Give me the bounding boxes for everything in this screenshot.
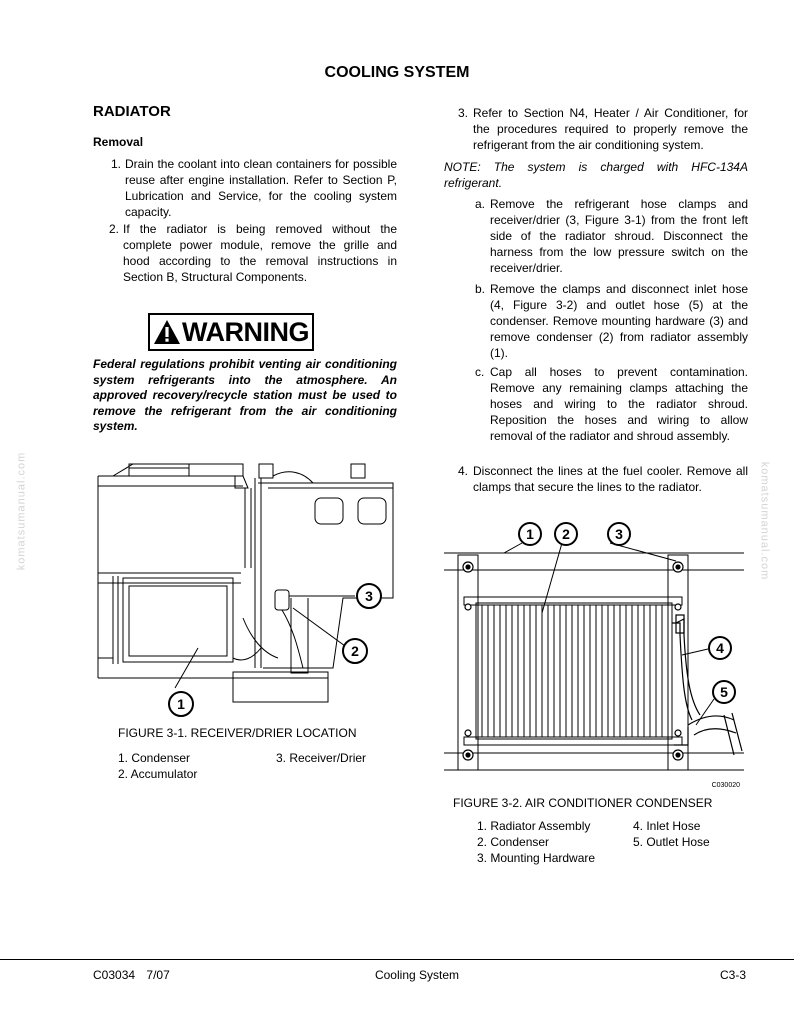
substep-a — [475, 196, 748, 276]
step-number: 2. — [109, 222, 120, 236]
step-text: Disconnect the lines at the fuel cooler. Remove all clamps that secure the lines to the radiator. — [473, 464, 748, 494]
figure-code: C030020 — [711, 782, 740, 789]
legend-item: 4. Inlet Hose — [633, 819, 701, 833]
callout-4: 4 — [716, 640, 724, 656]
step-number: 3. — [458, 106, 469, 120]
doc-date: 7/07 — [146, 968, 170, 982]
step-4 — [458, 463, 748, 495]
page-title: COOLING SYSTEM — [324, 64, 470, 81]
legend-item: 3. Mounting Hardware — [477, 851, 596, 865]
section-title: RADIATOR — [93, 103, 171, 120]
footer-rule — [0, 959, 794, 960]
watermark-left: komatsumanual.com — [15, 451, 28, 571]
step-text: If the radiator is being removed without the complete power module, remove the grille and hood according to the removal instructions in Section B, Structural Components. — [123, 222, 397, 284]
warning-label: WARNING — [182, 316, 309, 347]
figure1-legend-col1 — [118, 750, 197, 782]
warning-box — [148, 313, 314, 351]
callout-2: 2 — [562, 526, 570, 542]
footer-center: Cooling System — [374, 968, 460, 982]
warning-text: Federal regulations prohibit venting air conditioning system refrigerants into the atmosphere. An approved recovery/recycle station must be used to remove the refrigerant from the air conditioning system. — [93, 357, 397, 433]
legend-item: 2. Accumulator — [118, 767, 198, 781]
callout-2: 2 — [351, 643, 359, 659]
page-number: C3-3 — [719, 968, 746, 982]
figure2-legend-col2 — [633, 818, 710, 850]
callout-1: 1 — [526, 526, 534, 542]
step-2 — [109, 221, 397, 285]
figure1-legend-col2 — [276, 750, 366, 766]
callout-3: 3 — [615, 526, 623, 542]
substep-text: Remove the refrigerant hose clamps and receiver/drier (3, Figure 3-1) from the front left side of the radiator shroud. Disconnect the harness from the low pressure switch on the receiver/drier. — [490, 197, 748, 275]
legend-item: 3. Receiver/Drier — [276, 751, 367, 765]
doc-code: C03034 — [93, 968, 136, 982]
substep-letter: a. — [475, 197, 486, 211]
step-1 — [111, 156, 397, 220]
figure2-caption: FIGURE 3-2. AIR CONDITIONER CONDENSER — [453, 796, 713, 810]
step-number: 1. — [111, 157, 122, 171]
callout-5: 5 — [720, 684, 728, 700]
callout-1: 1 — [177, 696, 185, 712]
step-text: Drain the coolant into clean containers for possible reuse after engine installation. Refer to Section P, Lubrication and Service, for the cooling system capacity. — [125, 157, 397, 219]
callout-3: 3 — [365, 588, 373, 604]
legend-item: 1. Condenser — [118, 751, 191, 765]
figure1-caption: FIGURE 3-1. RECEIVER/DRIER LOCATION — [118, 726, 357, 740]
legend-item: 2. Condenser — [477, 835, 550, 849]
figure2-legend-col1 — [477, 818, 595, 866]
substep-c — [475, 364, 748, 444]
figure-condenser-illustration — [444, 515, 750, 795]
legend-item: 1. Radiator Assembly — [477, 819, 591, 833]
step-text: Refer to Section N4, Heater / Air Conditioner, for the procedures required to properly remove the refrigerant from the air conditioning system. — [473, 106, 748, 152]
warning-triangle-icon — [153, 319, 181, 345]
substep-text: Remove the clamps and disconnect inlet hose (4, Figure 3-2) and outlet hose (5) at the condenser. Remove mounting hardware (3) and remove condenser (2) from radiator assembly (1). — [490, 282, 748, 360]
figure-receiver-drier-illustration — [93, 458, 399, 720]
watermark-right: komatsumanual.com — [758, 461, 771, 581]
substep-letter: b. — [475, 282, 486, 296]
subsection-title: Removal — [93, 135, 144, 149]
substep-letter: c. — [475, 365, 485, 379]
substep-text: Cap all hoses to prevent contamination. Remove any remaining clamps attaching the hoses and wiring to the radiator shroud. Reposition the hoses and wiring to allow removal of the radiator and shroud assembly. — [490, 365, 748, 443]
note: NOTE: The system is charged with HFC-134A refrigerant. — [444, 160, 748, 190]
legend-item: 5. Outlet Hose — [633, 835, 710, 849]
substep-b — [475, 281, 748, 361]
step-number: 4. — [458, 464, 469, 478]
step-3 — [458, 105, 748, 153]
